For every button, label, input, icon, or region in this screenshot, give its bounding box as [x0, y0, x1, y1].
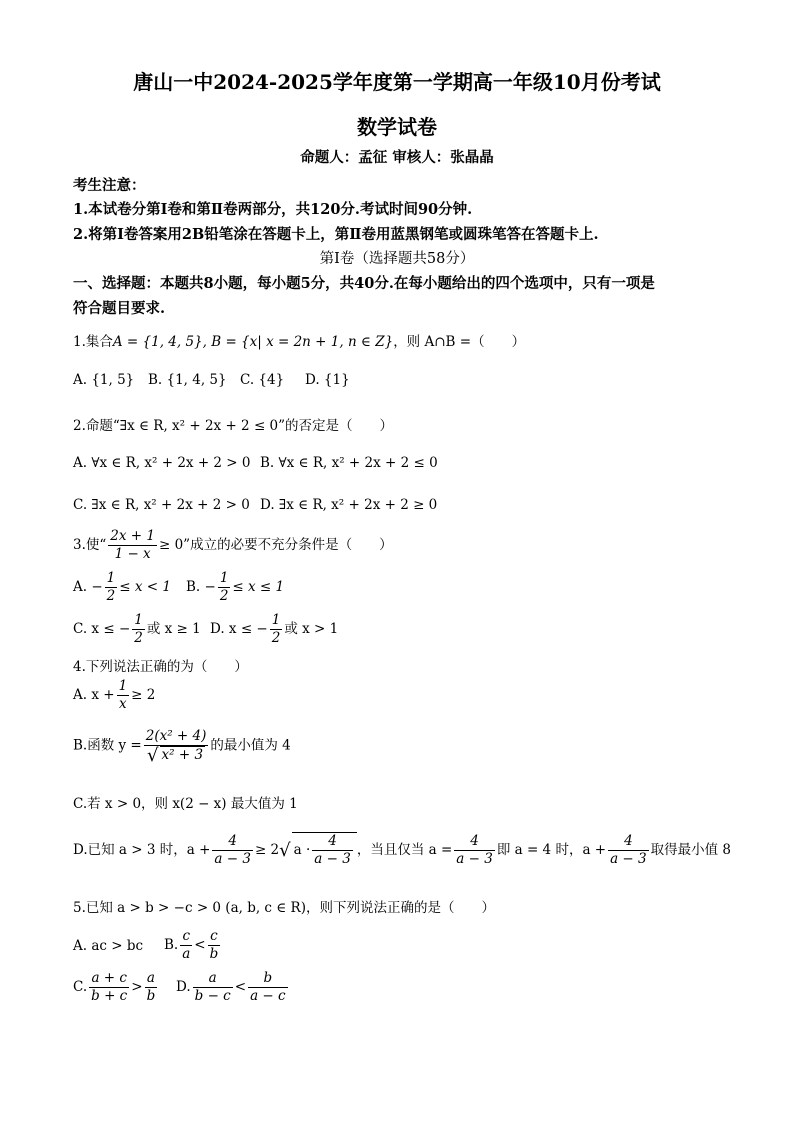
fraction: $\frac{\text{2(x² + 4)}}{\text{√ x² + 3}}$: [145, 728, 207, 766]
fraction: $\frac{c}{a}$: [182, 928, 191, 962]
sqrt-icon: √: [147, 745, 159, 766]
question-3-stem: 3.使“ $\frac{2x + 1}{1 - x}$ ≥ 0”成立的必要不充分条件是（ ）: [73, 528, 393, 562]
question-5-stem: 5.已知 a > b > −c > 0 (a, b, c ∈ R)，则下列说法正确的是（ ）: [73, 900, 495, 916]
question-1-option-d[interactable]: D. {1}: [305, 372, 350, 388]
section-instruction-2: 符合题目要求.: [73, 300, 166, 317]
fraction: $\frac{4}{a - 3}$: [456, 833, 493, 867]
fraction: $\frac{1}{x}$: [118, 678, 128, 712]
fraction: $\frac{4}{a - 3}$: [214, 833, 251, 867]
section-title: 第Ⅰ卷（选择题共58分）: [319, 251, 475, 267]
question-2-option-a[interactable]: A. ∀x ∈ R, x² + 2x + 2 > 0: [73, 455, 251, 471]
fraction: $\frac{a}{b - c}$: [194, 970, 231, 1004]
exam-authors: 命题人：孟征 审核人：张晶晶: [300, 149, 494, 166]
question-3-option-c[interactable]: C. x ≤ − $\frac{1}{2}$ 或 x ≥ 1: [73, 612, 201, 646]
notice-heading: 考生注意：: [73, 177, 146, 194]
question-5-option-b[interactable]: B. $\frac{c}{a}$ < $\frac{c}{b}$: [164, 928, 219, 962]
exam-title: 唐山一中2024-2025学年度第一学期高一年级10月份考试: [133, 70, 661, 94]
fraction: $\frac{a}{b}$: [146, 970, 156, 1004]
question-2-option-b[interactable]: B. ∀x ∈ R, x² + 2x + 2 ≤ 0: [260, 455, 438, 471]
question-1-option-c[interactable]: C. {4}: [240, 372, 285, 388]
fraction: $\frac{1}{2}$: [271, 612, 281, 646]
exam-subtitle: 数学试卷: [357, 115, 437, 139]
fraction: $\frac{a + c}{b + c}$: [91, 970, 128, 1004]
fraction: $\frac{4}{a - 3}$: [610, 833, 647, 867]
fraction: $\frac{c}{b}$: [209, 928, 219, 962]
question-5-option-c[interactable]: C. $\frac{a + c}{b + c}$ > $\frac{a}{b}$: [73, 970, 156, 1004]
question-4-option-a[interactable]: A. x + $\frac{1}{x}$ ≥ 2: [73, 678, 156, 712]
question-4-option-b[interactable]: B.函数 y = $\frac{\text{2(x² + 4)}}{\text{√ x² + 3}}$ 的最小值为 4: [73, 728, 291, 766]
question-2-option-d[interactable]: D. ∃x ∈ R, x² + 2x + 2 ≥ 0: [260, 497, 438, 513]
question-4-option-c[interactable]: C.若 x > 0，则 x(2 − x) 最大值为 1: [73, 796, 298, 812]
fraction: $\frac{1}{2}$: [219, 570, 229, 604]
sqrt-body: a · $\frac{4}{a - 3}$: [292, 832, 357, 868]
notice-item-1: 1.本试卷分第Ⅰ卷和第Ⅱ卷两部分，共120分.考试时间90分钟.: [73, 201, 473, 218]
fraction: $\frac{1}{2}$: [134, 612, 143, 646]
notice-item-2: 2.将第Ⅰ卷答案用2B铅笔涂在答题卡上，第Ⅱ卷用蓝黑钢笔或圆珠笔答在答题卡上.: [73, 226, 599, 243]
fraction: $\frac{4}{a - 3}$: [314, 833, 351, 867]
sqrt-icon: √: [279, 840, 291, 861]
question-3-option-a[interactable]: A. − $\frac{1}{2}$ ≤ x < 1: [73, 570, 171, 604]
fraction: $\frac{b}{a - c}$: [250, 970, 286, 1004]
question-2-option-c[interactable]: C. ∃x ∈ R, x² + 2x + 2 > 0: [73, 497, 250, 513]
question-1-stem: 1.集合A = {1, 4, 5}, B = {x| x = 2n + 1, n ∈ Z}，则 A∩B =（ ）: [73, 334, 526, 350]
fraction: $\frac{1}{2}$: [106, 570, 116, 604]
question-4-stem: 4.下列说法正确的为（ ）: [73, 659, 248, 675]
question-5-option-d[interactable]: D. $\frac{a}{b - c}$ < $\frac{b}{a - c}$: [176, 970, 286, 1004]
question-2-stem: 2.命题“∃x ∈ R, x² + 2x + 2 ≤ 0”的否定是（ ）: [73, 418, 394, 434]
section-instruction-1: 一、选择题：本题共8小题，每小题5分，共40分.在每小题给出的四个选项中，只有一项是: [73, 275, 655, 292]
question-3-option-d[interactable]: D. x ≤ − $\frac{1}{2}$ 或 x > 1: [210, 612, 339, 646]
question-4-option-d[interactable]: D.已知 a > 3 时，a + $\frac{4}{a - 3}$ ≥ 2√ a · $\frac{4}{a - 3}$ ，当且仅当 a = $\frac{4}{a - 3}$ 即 a = 4 时，a + $\frac{4}{a - 3}$ 取得最小值 8: [73, 833, 732, 867]
question-1-option-a[interactable]: A. {1, 5}: [73, 372, 135, 388]
fraction: $\frac{2x + 1}{1 - x}$: [110, 528, 155, 562]
question-5-option-a[interactable]: A. ac > bc: [73, 938, 144, 954]
question-3-option-b[interactable]: B. − $\frac{1}{2}$ ≤ x ≤ 1: [186, 570, 285, 604]
question-1-option-b[interactable]: B. {1, 4, 5}: [148, 372, 227, 388]
